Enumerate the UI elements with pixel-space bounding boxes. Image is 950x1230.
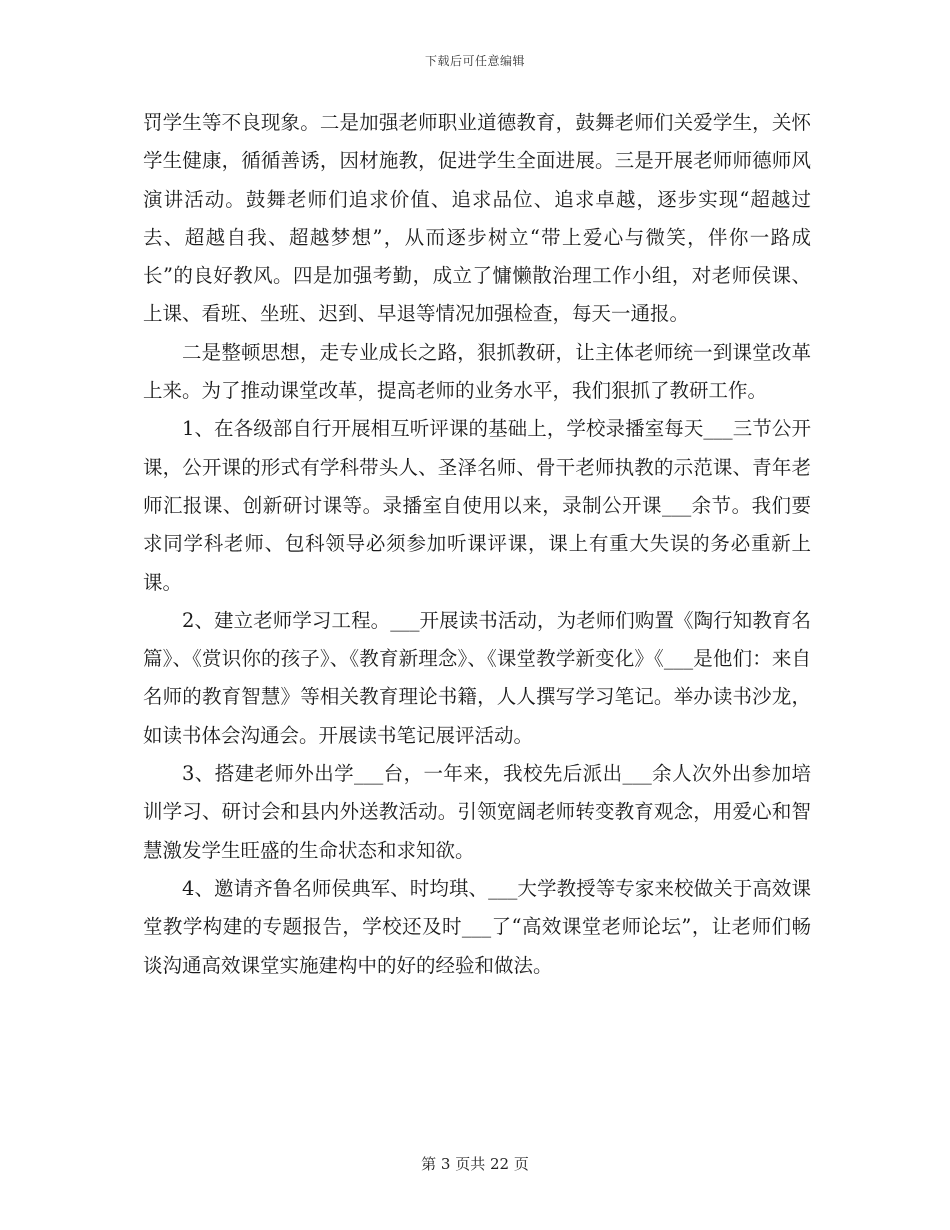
document-body	[143, 104, 811, 985]
paragraph-item-4: 4、邀请齐鲁名师侯典军、时均琪、___大学教授等专家来校做关于高效课堂教学构建的专题报告，学校还及时___了“高效课堂老师论坛”，让老师们畅谈沟通高效课堂实施建构中的好的经验和做法。	[143, 876, 811, 977]
paragraph-teaching-research: 二是整顿思想，走专业成长之路，狠抓教研，让主体老师统一到课堂改革上来。为了推动课堂改革，提高老师的业务水平，我们狠抓了教研工作。	[143, 340, 811, 403]
page-header: 下载后可任意编辑	[424, 54, 525, 68]
paragraph-item-2: 2、建立老师学习工程。___开展读书活动，为老师们购置《陶行知教育名篇》、《赏识你的孩子》、《教育新理念》、《课堂教学新变化》《___是他们：来自名师的教育智慧》等相关教育理论书籍，人人撰写学习笔记。举办读书沙龙，如读书体会沟通会。开展读书笔记展评活动。	[143, 608, 811, 747]
paragraph-continuation: 罚学生等不良现象。二是加强老师职业道德教育，鼓舞老师们关爱学生，关怀学生健康，循循善诱，因材施教，促进学生全面进展。三是开展老师师德师风演讲活动。鼓舞老师们追求价值、追求品位、追求卓越，逐步实现“超越过去、超越自我、超越梦想”，从而逐步树立“带上爱心与微笑，伴你一路成长”的良好教风。四是加强考勤，成立了慵懒散治理工作小组，对老师侯课、上课、看班、坐班、迟到、早退等情况加强检查，每天一通报。	[143, 111, 811, 326]
paragraph-item-1: 1、在各级部自行开展相互听评课的基础上，学校录播室每天___三节公开课，公开课的形式有学科带头人、圣泽名师、骨干老师执教的示范课、青年老师汇报课、创新研讨课等。录播室自使用以来，录制公开课___余节。我们要求同学科老师、包科领导必须参加听课评课，课上有重大失误的务必重新上课。	[143, 417, 811, 594]
paragraph-item-3: 3、搭建老师外出学___台，一年来，我校先后派出___余人次外出参加培训学习、研讨会和县内外送教活动。引领宽阔老师转变教育观念，用爱心和智慧激发学生旺盛的生命状态和求知欲。	[143, 762, 811, 862]
page-number: 第 3 页共 22 页	[421, 1155, 529, 1173]
